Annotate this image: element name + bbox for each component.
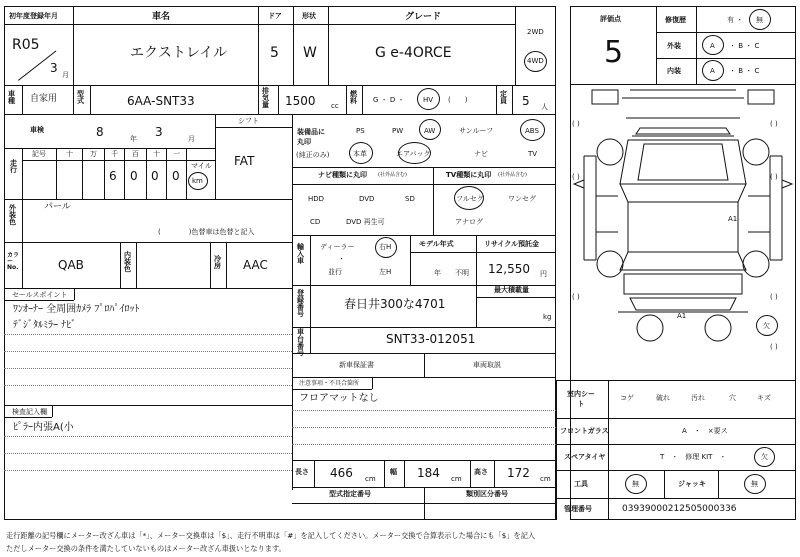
exterior-rest: ・ B ・ C (729, 42, 760, 50)
type-no-label: 型式指定番号 (329, 490, 371, 498)
mileage-digit: 0 (172, 169, 180, 183)
model-year-label: モデル年式 (419, 240, 454, 248)
inspector-label: 検査記入欄 (12, 408, 47, 416)
dealer-label: ディーラー (320, 243, 355, 251)
cooler-label: 冷房 (214, 255, 221, 270)
seat-option: キズ (757, 394, 771, 402)
door-label: ドア (268, 12, 282, 20)
drive-4wd: 4WD (527, 57, 544, 65)
mileage-unit: 十 (66, 150, 73, 158)
sales-point-line: ﾜﾝｵｰﾅｰ 全周囲ｶﾒﾗ ﾌﾟﾛﾊﾟｲﾛｯﾄ (13, 304, 140, 315)
ext-color-value: パール (44, 202, 71, 212)
equip-option: 本革 (353, 150, 367, 158)
sales-point-line: ﾃﾞｼﾞﾀﾙﾐﾗｰ ﾅﾋﾞ (13, 320, 77, 331)
model-year-unknown: 不明 (455, 269, 469, 277)
fuel-options: G ・ D ・ (373, 96, 405, 104)
reg-no-label: 登録番号 (297, 289, 304, 318)
notes-value: フロアマットなし (299, 393, 379, 404)
tools-label: 工具 (574, 480, 588, 488)
spare-wheel (705, 315, 731, 341)
disp-value: 1500 (285, 94, 316, 108)
capacity-value: 5 (522, 94, 530, 108)
score-value: 5 (604, 35, 624, 70)
grade-value: G e-4ORCE (375, 45, 452, 61)
equip-sub: (純正のみ) (296, 151, 330, 159)
parallel-label: 並行 (328, 268, 342, 276)
svg-text:( ): ( ) (572, 173, 580, 181)
ext-color-label: 外装色 (9, 204, 16, 226)
inspection-label: 車検 (30, 126, 44, 134)
wheel-rl (597, 251, 623, 277)
int-color-label: 内装色 (124, 251, 131, 273)
spare-label: スペアタイヤ (564, 453, 606, 461)
new-warranty: 新車保証書 (339, 361, 374, 369)
year-unit: 年 (130, 135, 137, 143)
seat-option: 穴 (729, 394, 736, 402)
diagram-mark-a1: A1 (728, 215, 738, 223)
cooler-value: AAC (243, 258, 268, 272)
mileage-mark-label: 記号 (32, 150, 46, 158)
mileage-digit: 0 (151, 169, 159, 183)
color-change-note: ( )色替車は色替と記入 (158, 228, 255, 236)
spare-options: T ・ 修理 KIT ・ (660, 453, 727, 461)
navi-option: CD (310, 218, 321, 226)
mileage-digit: 0 (130, 169, 138, 183)
equip-option: AW (424, 127, 436, 135)
shift-label: シフト (238, 117, 259, 125)
first-reg-month: 3 (50, 61, 58, 75)
grade-label: グレード (405, 12, 442, 22)
wheel-fr (743, 139, 769, 165)
diagram-mark-missing: 欠 (763, 322, 770, 330)
interior-label: 内装 (667, 67, 681, 75)
max-load-label: 最大積載量 (494, 286, 529, 294)
shape-value: W (303, 45, 317, 61)
svg-text:( ): ( ) (770, 120, 778, 128)
seat-option: 破れ (656, 394, 670, 402)
mileage-digit: 6 (109, 169, 117, 183)
height-label: 高さ (474, 468, 488, 476)
disp-unit: cc (331, 102, 339, 110)
mileage-unit: 百 (132, 150, 139, 158)
recycle-unit: 円 (540, 270, 547, 278)
svg-text:( ): ( ) (572, 120, 580, 128)
repair-label: 修復歴 (665, 16, 686, 24)
navi-sub: (社外品含む) (378, 172, 407, 178)
model-year-unit: 年 (434, 269, 441, 277)
equip-option: サンルーフ (459, 127, 494, 135)
glass-options: A ・ ×要ス (682, 427, 728, 435)
spare-missing: 欠 (761, 453, 768, 461)
class-no-label: 類別区分番号 (466, 490, 508, 498)
equip-option: ABS (525, 127, 539, 135)
repair-yes: 有 ・ (727, 16, 744, 24)
repair-no: 無 (756, 16, 763, 24)
color-no-label: カラーNo. (7, 252, 20, 271)
left-hand: 左H (379, 268, 392, 276)
recycle-label: リサイクル預託金 (484, 240, 540, 248)
length-label: 長さ (295, 468, 309, 476)
use-value: 自家用 (30, 94, 58, 104)
equip-option: ナビ (474, 150, 488, 158)
equip-option: TV (528, 150, 538, 158)
inspection-month-unit: 月 (188, 135, 195, 143)
model-label: 型式 (77, 90, 84, 105)
left-frame (4, 6, 556, 520)
disp-label: 排気量 (262, 87, 269, 109)
navi-option: DVD (359, 195, 375, 203)
first-reg-label: 初年度登録年月 (9, 12, 58, 20)
tv-option: ワンセグ (508, 195, 536, 203)
sales-point-label: セールスポイント (12, 291, 68, 299)
height-value: 172 (507, 466, 530, 480)
import-label: 輸入車 (297, 243, 304, 265)
inspection-year: 8 (96, 125, 104, 139)
interior-rest: ・ B ・ C (729, 67, 760, 75)
mileage-label: 走行 (10, 159, 17, 174)
height-unit: cm (540, 475, 551, 483)
width-value: 184 (417, 466, 440, 480)
seat-option: コゲ (620, 394, 634, 402)
svg-text:( ): ( ) (770, 293, 778, 301)
length-value: 466 (330, 466, 353, 480)
navi-label: ナビ種類に丸印 (318, 171, 367, 179)
fuel-paren: ( ) (448, 96, 468, 104)
chassis-value: SNT33-012051 (386, 332, 476, 346)
manual: 車両取説 (473, 361, 501, 369)
mileage-unit: 千 (111, 150, 118, 158)
recycle-value: 12,550 (488, 262, 530, 276)
month-unit: 月 (62, 71, 69, 79)
navi-option: DVD 再生可 (346, 218, 385, 226)
length-unit: cm (365, 475, 376, 483)
equip-option: PS (356, 127, 365, 135)
shape-label: 形状 (302, 12, 316, 20)
navi-option: HDD (308, 195, 325, 203)
right-hand: 右H (379, 243, 392, 251)
mgmt-label: 管理番号 (564, 505, 592, 513)
tools-value: 無 (632, 480, 639, 488)
tv-option: アナログ (455, 218, 483, 226)
seat-option: 汚れ (691, 394, 705, 402)
score-label: 評価点 (600, 15, 621, 23)
inspection-month: 3 (155, 125, 163, 139)
mile-label: マイル (191, 162, 212, 170)
glass-label: フロントガラス (560, 427, 609, 435)
car-name-label: 車名 (152, 12, 171, 22)
inspector-note: ﾋﾟﾗｰ内張A(小 (13, 422, 74, 433)
width-label: 幅 (390, 468, 397, 476)
capacity-unit: 人 (541, 103, 548, 111)
exterior-label: 外装 (667, 42, 681, 50)
mileage-unit: 万 (90, 150, 97, 158)
mileage-unit: 十 (153, 150, 160, 158)
equip-option: PW (392, 127, 404, 135)
exterior-a: A (710, 42, 715, 50)
navi-option: SD (405, 195, 415, 203)
footer-note-2: ただしメーター交換の条件を満たしていないものはメーター改ざん車扱いとなります。 (6, 544, 286, 553)
wheel-rr (743, 251, 769, 277)
svg-text:( ): ( ) (572, 293, 580, 301)
use-label: 車種 (8, 90, 15, 105)
bracket-marks (572, 120, 778, 351)
jack-value: 無 (751, 480, 758, 488)
equip-label: 装備品に丸印 (297, 128, 325, 146)
tv-option: フルセグ (456, 195, 484, 203)
shift-value: FAT (234, 154, 255, 168)
tv-label: TV種類に丸印 (446, 171, 492, 179)
seat-label: 室内シート (567, 390, 595, 408)
notes-label: 注意事項・不具合箇所 (299, 380, 360, 387)
first-reg-year: R05 (12, 37, 40, 53)
color-no-value: QAB (58, 258, 84, 272)
diagram-mark-a1: A1 (677, 312, 687, 320)
fuel-label: 燃料 (350, 90, 357, 105)
door-value: 5 (270, 45, 279, 61)
dot-sep: ・ (338, 255, 345, 263)
chassis-label: 車台番号 (297, 328, 304, 357)
equip-option: エアバック (396, 150, 431, 158)
width-unit: cm (451, 475, 462, 483)
car-name: エクストレイル (130, 45, 228, 61)
svg-text:( ): ( ) (770, 343, 778, 351)
km-label: km (192, 177, 203, 185)
reg-no-value: 春日井300な4701 (344, 297, 446, 311)
svg-text:( ): ( ) (770, 173, 778, 181)
model-value: 6AA-SNT33 (127, 94, 195, 108)
capacity-label: 定員 (500, 90, 507, 105)
car-diagram (570, 84, 796, 380)
spare-wheel (637, 315, 663, 341)
mgmt-no: 0393900021250500033​6 (622, 504, 737, 514)
drive-2wd: 2WD (527, 28, 544, 36)
tv-sub: (社外品含む) (498, 172, 527, 178)
max-load-unit: kg (543, 313, 552, 321)
wheel-fl (597, 139, 623, 165)
footer-note-1: 走行距離の記号欄にメーター改ざん車は「*」、メーター交換車は「$」、走行不明車は「#」を記入してください。メーター交換で合算表示した場合にも「$」を記入 (6, 531, 536, 540)
fuel-hv: HV (423, 96, 434, 104)
interior-a: A (710, 67, 715, 75)
mileage-unit: 一 (173, 150, 180, 158)
jack-label: ジャッキ (678, 480, 706, 488)
